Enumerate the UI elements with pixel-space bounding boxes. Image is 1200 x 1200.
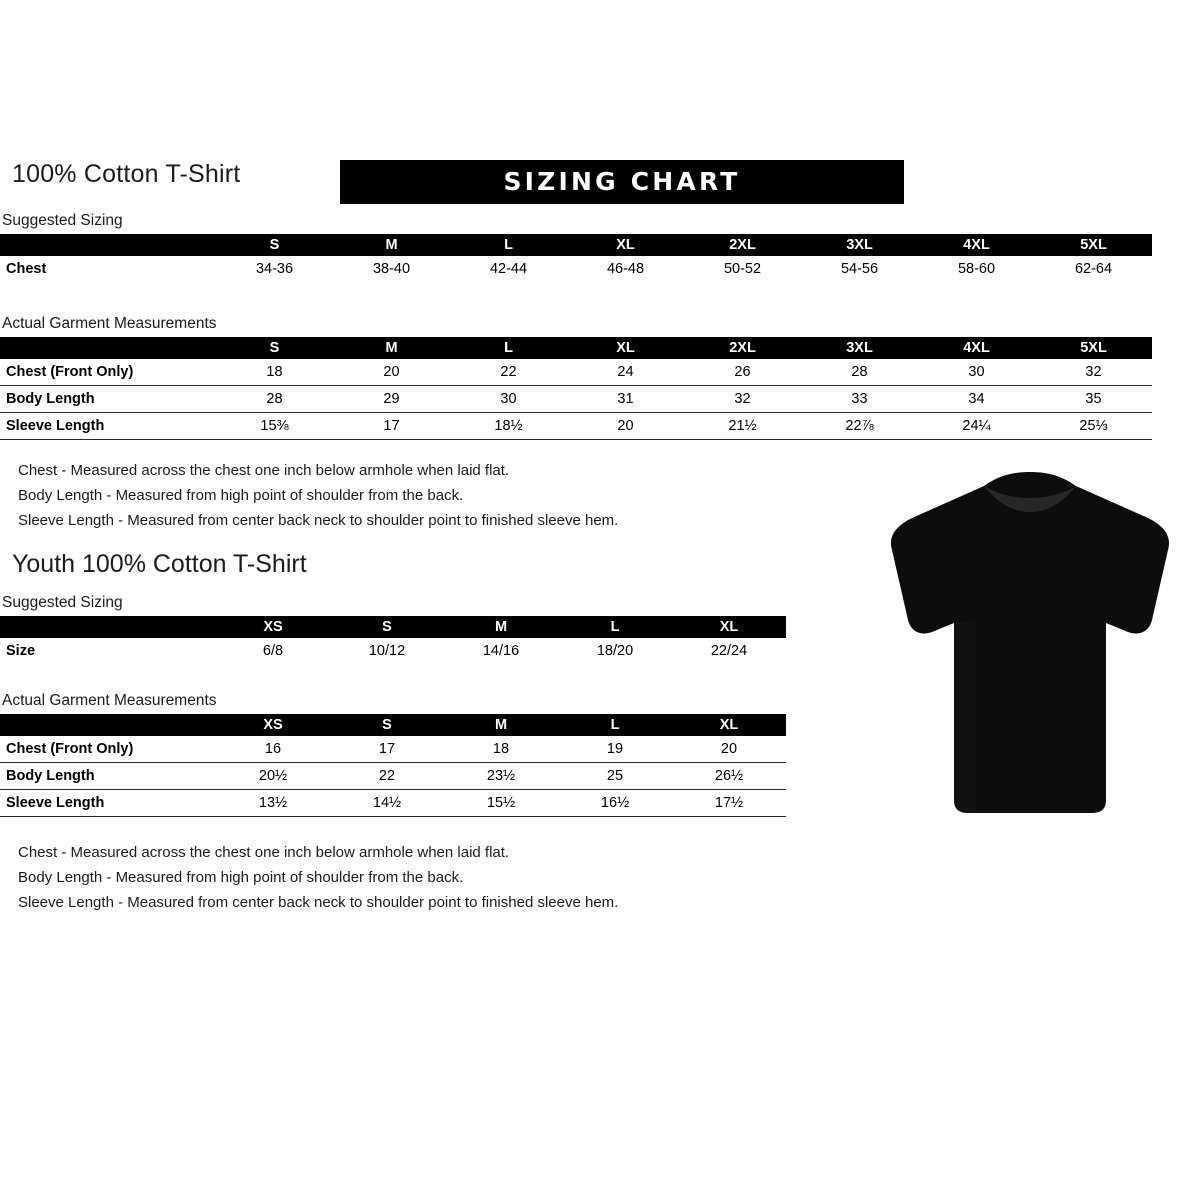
col-header-blank bbox=[0, 714, 216, 736]
youth-suggested-sizing-table bbox=[0, 616, 786, 664]
col-header-blank bbox=[0, 337, 216, 359]
cell-body-l: 30 bbox=[450, 386, 567, 413]
cell-chest-s: 17 bbox=[330, 736, 444, 763]
youth-suggested-label: Suggested Sizing bbox=[2, 594, 123, 611]
col-header-l: L bbox=[450, 234, 567, 256]
col-header-l: L bbox=[558, 616, 672, 638]
note-chest: Chest - Measured across the chest one inch below armhole when laid flat. bbox=[18, 462, 510, 479]
col-header-xl: XL bbox=[672, 616, 786, 638]
table-row bbox=[0, 638, 786, 664]
table-row bbox=[0, 763, 786, 790]
cell-body-m: 23½ bbox=[444, 763, 558, 790]
col-header-5xl: 5XL bbox=[1035, 337, 1152, 359]
col-header-blank bbox=[0, 616, 216, 638]
cell-body-2xl: 32 bbox=[684, 386, 801, 413]
cell-body-5xl: 35 bbox=[1035, 386, 1152, 413]
cell-sleeve-xl: 20 bbox=[567, 413, 684, 440]
table-row bbox=[0, 256, 1152, 282]
table-row bbox=[0, 736, 786, 763]
col-header-xl: XL bbox=[567, 234, 684, 256]
cell-chest-s: 18 bbox=[216, 359, 333, 386]
row-label-sleeve-length: Sleeve Length bbox=[0, 790, 216, 817]
cell-size-l: 18/20 bbox=[558, 638, 672, 664]
cell-chest-xl: 24 bbox=[567, 359, 684, 386]
cell-body-l: 25 bbox=[558, 763, 672, 790]
row-label-body-length: Body Length bbox=[0, 763, 216, 790]
table-row bbox=[0, 413, 1152, 440]
cell-body-4xl: 34 bbox=[918, 386, 1035, 413]
adult-actual-measurements-table bbox=[0, 337, 1152, 440]
adult-suggested-sizing-table bbox=[0, 234, 1152, 282]
youth-actual-measurements-table bbox=[0, 714, 786, 817]
cell-chest-xs: 16 bbox=[216, 736, 330, 763]
col-header-l: L bbox=[558, 714, 672, 736]
cell-chest-2xl: 26 bbox=[684, 359, 801, 386]
cell-sleeve-5xl: 25⅓ bbox=[1035, 413, 1152, 440]
col-header-xs: XS bbox=[216, 714, 330, 736]
row-label-chest-front-only: Chest (Front Only) bbox=[0, 736, 216, 763]
col-header-2xl: 2XL bbox=[684, 337, 801, 359]
col-header-2xl: 2XL bbox=[684, 234, 801, 256]
cell-sleeve-xl: 17½ bbox=[672, 790, 786, 817]
cell-sleeve-s: 15⅜ bbox=[216, 413, 333, 440]
adult-measurement-notes bbox=[18, 458, 838, 533]
col-header-l: L bbox=[450, 337, 567, 359]
col-header-4xl: 4XL bbox=[918, 337, 1035, 359]
cell-body-m: 29 bbox=[333, 386, 450, 413]
cell-chest-s: 34-36 bbox=[216, 256, 333, 282]
col-header-3xl: 3XL bbox=[801, 337, 918, 359]
cell-body-s: 22 bbox=[330, 763, 444, 790]
note-chest: Chest - Measured across the chest one inch below armhole when laid flat. bbox=[18, 844, 510, 861]
cell-chest-3xl: 28 bbox=[801, 359, 918, 386]
cell-chest-3xl: 54-56 bbox=[801, 256, 918, 282]
cell-sleeve-xs: 13½ bbox=[216, 790, 330, 817]
cell-chest-l: 42-44 bbox=[450, 256, 567, 282]
cell-body-xl: 26½ bbox=[672, 763, 786, 790]
youth-actual-label: Actual Garment Measurements bbox=[2, 692, 217, 709]
black-tshirt-icon bbox=[880, 470, 1180, 815]
cell-sleeve-2xl: 21½ bbox=[684, 413, 801, 440]
note-sleeve-length: Sleeve Length - Measured from center back neck to shoulder point to finished sleeve hem. bbox=[18, 512, 619, 529]
col-header-m: M bbox=[444, 616, 558, 638]
cell-sleeve-3xl: 22⅞ bbox=[801, 413, 918, 440]
col-header-m: M bbox=[333, 234, 450, 256]
cell-chest-5xl: 32 bbox=[1035, 359, 1152, 386]
cell-size-s: 10/12 bbox=[330, 638, 444, 664]
adult-suggested-label: Suggested Sizing bbox=[2, 212, 123, 229]
col-header-m: M bbox=[444, 714, 558, 736]
cell-size-xs: 6/8 bbox=[216, 638, 330, 664]
table-row bbox=[0, 359, 1152, 386]
chart-header bbox=[0, 160, 1200, 204]
col-header-xl: XL bbox=[672, 714, 786, 736]
cell-sleeve-4xl: 24¼ bbox=[918, 413, 1035, 440]
col-header-xs: XS bbox=[216, 616, 330, 638]
col-header-5xl: 5XL bbox=[1035, 234, 1152, 256]
cell-chest-l: 22 bbox=[450, 359, 567, 386]
cell-chest-xl: 46-48 bbox=[567, 256, 684, 282]
youth-measurement-notes bbox=[18, 840, 838, 915]
table-header-row bbox=[0, 714, 786, 736]
table-header-row bbox=[0, 616, 786, 638]
youth-section-title: Youth 100% Cotton T-Shirt bbox=[12, 550, 307, 578]
cell-chest-2xl: 50-52 bbox=[684, 256, 801, 282]
col-header-s: S bbox=[216, 234, 333, 256]
col-header-3xl: 3XL bbox=[801, 234, 918, 256]
col-header-s: S bbox=[330, 714, 444, 736]
cell-sleeve-m: 15½ bbox=[444, 790, 558, 817]
cell-chest-4xl: 30 bbox=[918, 359, 1035, 386]
col-header-m: M bbox=[333, 337, 450, 359]
col-header-s: S bbox=[216, 337, 333, 359]
cell-sleeve-l: 18½ bbox=[450, 413, 567, 440]
col-header-4xl: 4XL bbox=[918, 234, 1035, 256]
note-body-length: Body Length - Measured from high point of shoulder from the back. bbox=[18, 869, 464, 886]
cell-body-s: 28 bbox=[216, 386, 333, 413]
table-row bbox=[0, 386, 1152, 413]
cell-body-xs: 20½ bbox=[216, 763, 330, 790]
adult-actual-label: Actual Garment Measurements bbox=[2, 315, 217, 332]
cell-chest-m: 18 bbox=[444, 736, 558, 763]
cell-chest-4xl: 58-60 bbox=[918, 256, 1035, 282]
cell-chest-5xl: 62-64 bbox=[1035, 256, 1152, 282]
cell-chest-l: 19 bbox=[558, 736, 672, 763]
cell-body-3xl: 33 bbox=[801, 386, 918, 413]
row-label-body-length: Body Length bbox=[0, 386, 216, 413]
tshirt-product-image bbox=[880, 470, 1180, 815]
row-label-chest-front-only: Chest (Front Only) bbox=[0, 359, 216, 386]
table-header-row bbox=[0, 234, 1152, 256]
table-header-row bbox=[0, 337, 1152, 359]
col-header-blank bbox=[0, 234, 216, 256]
cell-chest-m: 38-40 bbox=[333, 256, 450, 282]
col-header-s: S bbox=[330, 616, 444, 638]
adult-section-title: 100% Cotton T-Shirt bbox=[12, 160, 241, 188]
cell-sleeve-s: 14½ bbox=[330, 790, 444, 817]
row-label-chest: Chest bbox=[0, 256, 216, 282]
row-label-sleeve-length: Sleeve Length bbox=[0, 413, 216, 440]
cell-size-xl: 22/24 bbox=[672, 638, 786, 664]
cell-body-xl: 31 bbox=[567, 386, 684, 413]
note-sleeve-length: Sleeve Length - Measured from center back neck to shoulder point to finished sleeve hem. bbox=[18, 894, 619, 911]
sizing-chart-banner-label: SIZING CHART bbox=[503, 167, 741, 196]
cell-sleeve-m: 17 bbox=[333, 413, 450, 440]
cell-chest-m: 20 bbox=[333, 359, 450, 386]
sizing-chart-banner bbox=[340, 160, 904, 204]
note-body-length: Body Length - Measured from high point of shoulder from the back. bbox=[18, 487, 464, 504]
cell-chest-xl: 20 bbox=[672, 736, 786, 763]
col-header-xl: XL bbox=[567, 337, 684, 359]
cell-sleeve-l: 16½ bbox=[558, 790, 672, 817]
table-row bbox=[0, 790, 786, 817]
row-label-size: Size bbox=[0, 638, 216, 664]
cell-size-m: 14/16 bbox=[444, 638, 558, 664]
